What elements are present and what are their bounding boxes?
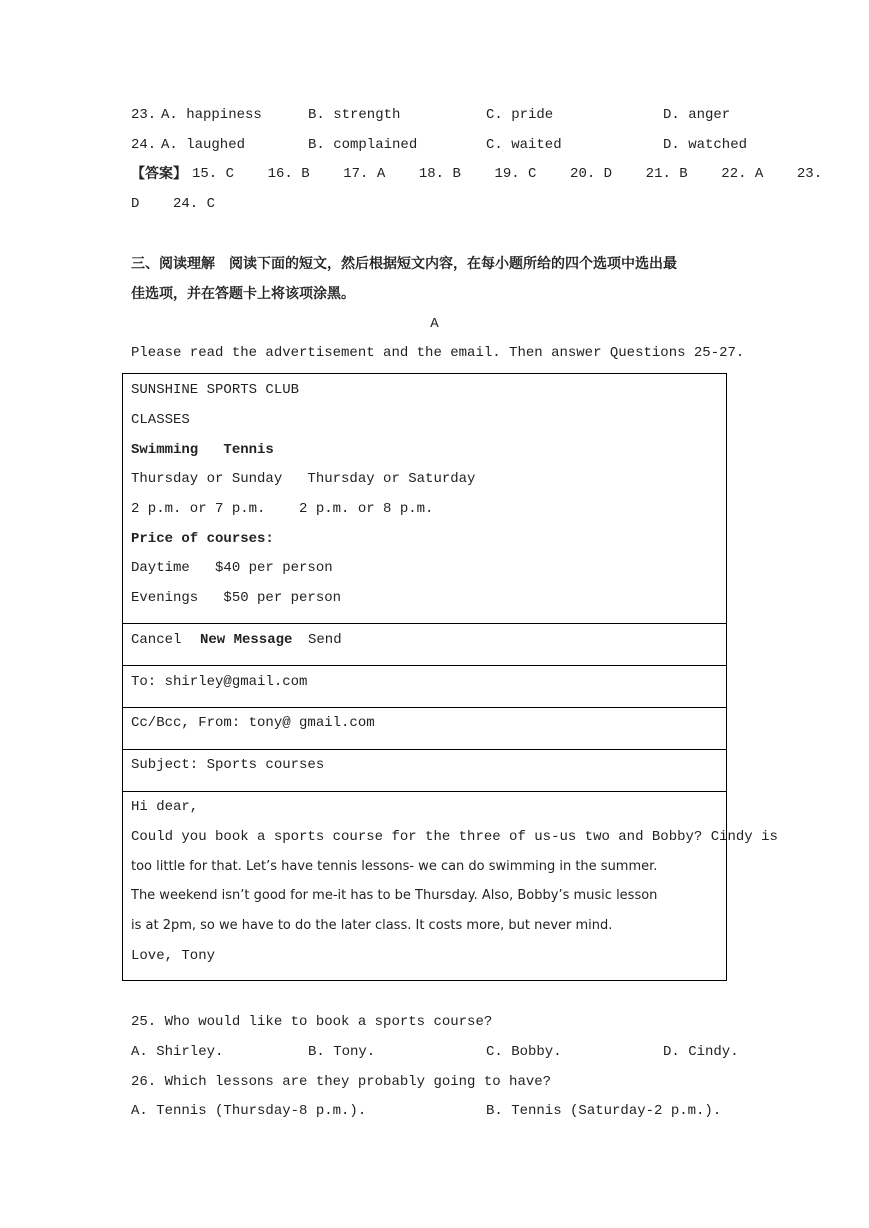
ad-price-label: Price of courses: (131, 531, 274, 547)
q23-option-c: C. pride (486, 107, 554, 123)
email-to: To: shirley@gmail.com (131, 674, 308, 690)
email-signoff: Love, Tony (131, 948, 216, 964)
section-heading-line-1: 三、阅读理解 阅读下面的短文，然后根据短文内容，在每小题所给的四个选项中选出最 (131, 256, 677, 272)
answer-line-1: 15. C 16. B 17. A 18. B 19. C 20. D 21. B 22. A 23. (192, 166, 823, 182)
email-body-line-4: is at 2pm, so we have to do the later class. It costs more, but never mind. (131, 918, 613, 933)
email-body-line-1: Could you book a sports course for the three of us-us two and Bobby? Cindy is (131, 829, 778, 845)
q24-option-a: A. laughed (161, 137, 246, 153)
email-subject: Subject: Sports courses (131, 757, 325, 773)
q23-option-d: D. anger (663, 107, 731, 123)
email-to-row (123, 665, 726, 690)
q24-option-b: B. complained (308, 137, 418, 153)
ad-class-times: 2 p.m. or 7 p.m. 2 p.m. or 8 p.m. (131, 501, 434, 517)
q23-option-a: A. happiness (161, 107, 262, 123)
q25-option-b: B. Tony. (308, 1044, 376, 1060)
ad-club-name: SUNSHINE SPORTS CLUB (131, 382, 300, 398)
q23-option-b: B. strength (308, 107, 401, 123)
q26-option-b: B. Tennis (Saturday-2 p.m.). (486, 1103, 722, 1119)
answer-line-2: D 24. C (131, 196, 216, 212)
q26-stem: 26. Which lessons are they probably going to have? (131, 1074, 552, 1090)
q23-number: 23. (131, 107, 157, 123)
ad-class-headings: Swimming Tennis (131, 442, 274, 458)
new-message-label: New Message (200, 632, 293, 648)
q26-option-a: A. Tennis (Thursday-8 p.m.). (131, 1103, 367, 1119)
q25-option-c: C. Bobby. (486, 1044, 562, 1060)
ad-classes-label: CLASSES (131, 412, 190, 428)
passage-letter: A (430, 316, 439, 332)
q25-option-d: D. Cindy. (663, 1044, 739, 1060)
email-cc-from: Cc/Bcc, From: tony@ gmail.com (131, 715, 375, 731)
email-body (123, 791, 778, 964)
email-body-line-3: The weekend isn’t good for me-it has to be Thursday. Also, Bobby’s music lesson (131, 888, 658, 903)
q24-option-c: C. waited (486, 137, 562, 153)
q25-option-a: A. Shirley. (131, 1044, 224, 1060)
q24-option-d: D. watched (663, 137, 748, 153)
answer-label: 【答案】 (131, 166, 187, 182)
email-subject-row (123, 749, 726, 773)
send-label: Send (308, 632, 342, 648)
email-body-line-2: too little for that. Let’s have tennis lessons- we can do swimming in the summer. (131, 859, 658, 874)
ad-email-box (122, 373, 778, 981)
q24-number: 24. (131, 137, 157, 153)
cancel-label: Cancel (131, 632, 182, 648)
email-greeting: Hi dear, (131, 799, 199, 815)
ad-price-daytime: Daytime $40 per person (131, 560, 333, 576)
q25-stem: 25. Who would like to book a sports course? (131, 1014, 493, 1030)
ad-class-days: Thursday or Sunday Thursday or Saturday (131, 471, 476, 487)
passage-instructions: Please read the advertisement and the email. Then answer Questions 25-27. (131, 345, 745, 361)
email-toolbar-row (123, 623, 726, 648)
section-heading-line-2: 佳选项，并在答题卡上将该项涂黑。 (131, 286, 355, 302)
ad-price-evenings: Evenings $50 per person (131, 590, 342, 606)
email-cc-from-row (123, 707, 726, 731)
